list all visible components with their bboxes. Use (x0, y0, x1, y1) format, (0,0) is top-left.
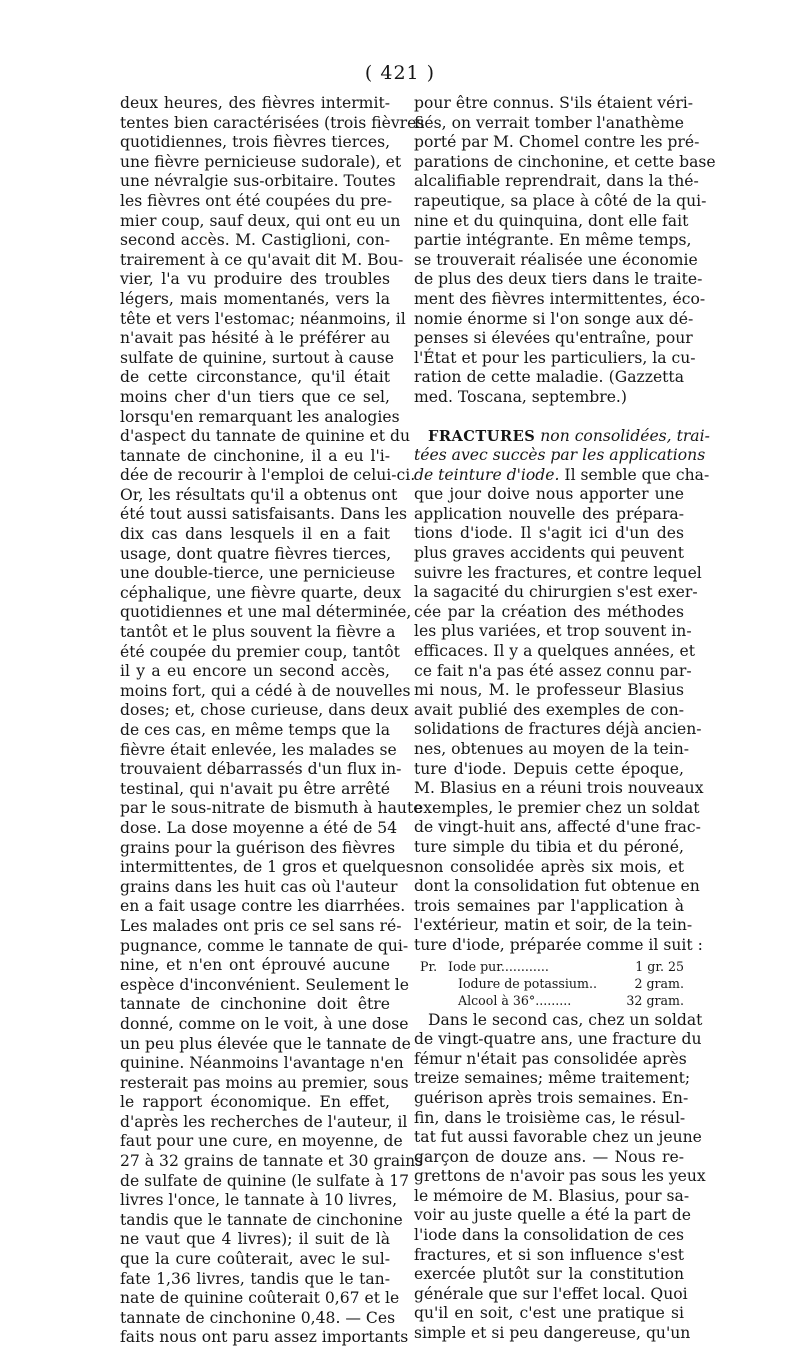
right-column-top-text (414, 94, 716, 408)
text-line: ture d'iode. Depuis cette époque, (414, 759, 684, 778)
text-line: d'après les recherches de l'auteur, il (120, 1112, 408, 1131)
right-column-bottom-text (414, 1010, 706, 1344)
text-line: grains pour la guérison des fièvres (120, 838, 396, 857)
text-line: le mémoire de M. Blasius, pour sa- (414, 1186, 690, 1205)
text-line: second accès. M. Castiglioni, con- (120, 231, 390, 250)
text-line: l'État et pour les particuliers, la cu- (414, 348, 696, 367)
recipe-prefix: Pr. (420, 958, 438, 974)
text-line: nate de quinine coûterait 0,67 et le (120, 1289, 400, 1308)
text-line: dose. La dose moyenne a été de 54 (120, 818, 398, 837)
article-heading-text-3: Il semble que cha- (559, 465, 710, 484)
text-line: grettons de n'avoir pas sous les yeux (414, 1167, 706, 1186)
text-line: moins fort, qui a cédé à de nouvelles (120, 681, 411, 700)
text-line: avait publié des exemples de con- (414, 700, 684, 719)
text-line: alcalifiable reprendrait, dans la thé- (414, 172, 699, 191)
right-column (414, 94, 716, 1344)
text-line: solidations de fractures déjà ancien- (414, 720, 702, 739)
text-line: que la cure coûterait, avec le sul- (120, 1250, 390, 1269)
text-line: les plus variées, et trop souvent in- (414, 622, 692, 641)
text-line: usage, dont quatre fièvres tierces, (120, 544, 392, 563)
text-line: de vingt-quatre ans, une fracture du (414, 1030, 702, 1049)
text-line: efficaces. Il y a quelques années, et (414, 642, 696, 661)
text-line: de sulfate de quinine (le sulfate à 17 (120, 1171, 410, 1190)
text-line: fièvre était enlevée, les malades se (120, 740, 397, 759)
text-line: faits nous ont paru assez importants (120, 1328, 409, 1347)
text-line: deux heures, des fièvres intermit- (120, 94, 390, 112)
text-line: par le sous-nitrate de bismuth à haute (120, 799, 423, 818)
text-line: mi nous, M. le professeur Blasius (414, 681, 684, 700)
text-line: tannate de cinchonine 0,48. — Ces (120, 1308, 396, 1327)
text-line: med. Toscana, septembre.) (414, 387, 627, 406)
text-line: ce fait n'a pas été assez connu par- (414, 661, 692, 680)
text-line: en a fait usage contre les diarrhées. (120, 897, 406, 916)
recipe-quantity: 1 gr. 25 (635, 958, 684, 974)
text-line: moins cher d'un tiers que ce sel, (120, 387, 390, 406)
text-line: fractures, et si son influence s'est (414, 1245, 684, 1264)
text-line: intermittentes, de 1 gros et quelques (120, 858, 414, 877)
text-line: cée par la création des méthodes (414, 602, 684, 621)
text-line: le rapport économique. En effet, (120, 1093, 390, 1112)
text-line: partie intégrante. En même temps, (414, 231, 692, 250)
text-line: Dans le second cas, chez un soldat (428, 1010, 703, 1029)
text-line: espèce d'inconvénient. Seulement le (120, 975, 410, 994)
text-line: n'avait pas hésité à le préférer au (120, 329, 390, 348)
text-line: de vingt-huit ans, affecté d'une frac- (414, 818, 701, 837)
text-line: ture d'iode, préparée comme il suit : (414, 935, 703, 954)
text-line: dix cas dans lesquels il en a fait (120, 525, 390, 544)
text-line: fémur n'était pas consolidée après (414, 1049, 687, 1068)
page-number: ( 421 ) (364, 62, 436, 84)
text-line: rapeutique, sa place à côté de la qui- (414, 191, 707, 210)
recipe-row (420, 992, 684, 1009)
text-line: nes, obtenues au moyen de la tein- (414, 740, 690, 758)
text-line: simple et si peu dangereuse, qu'un (414, 1324, 691, 1343)
text-line: tentes bien caractérisées (trois fièvres (120, 113, 425, 132)
text-line: application nouvelle des prépara- (414, 504, 684, 523)
text-line: dont la consolidation fut obtenue en (414, 877, 700, 896)
text-line: resterait pas moins au premier, sous (120, 1073, 409, 1092)
recipe-block (414, 958, 684, 1009)
text-line: penses si élevées qu'entraîne, pour (414, 329, 693, 348)
text-line: nine, et n'en ont éprouvé aucune (120, 956, 390, 975)
text-line: tat fut aussi favorable chez un jeune (414, 1128, 702, 1147)
text-line: trairement à ce qu'avait dit M. Bou- (120, 250, 404, 269)
text-line: ment des fièvres intermittentes, éco- (414, 289, 706, 308)
text-line: légers, mais momentanés, vers la (120, 289, 390, 308)
article-heading-line-1 (414, 426, 710, 447)
text-line: ration de cette maladie. (Gazzetta (414, 368, 684, 387)
text-line: tannate de cinchonine doit être (120, 995, 390, 1014)
text-line: se trouverait réalisée une économie (414, 250, 698, 269)
text-line: ne vaut que 4 livres); il suit de là (120, 1230, 390, 1249)
text-line: exercée plutôt sur la constitution (414, 1265, 684, 1284)
text-line: livres l'once, le tannate à 10 livres, (120, 1191, 398, 1210)
right-column-middle-text (414, 485, 704, 955)
text-line: un peu plus élevée que le tannate de (120, 1034, 411, 1053)
text-line: ture simple du tibia et du péroné, (414, 837, 684, 856)
text-line: une névralgie sus-orbitaire. Toutes (120, 172, 396, 191)
text-line: les fièvres ont été coupées du pre- (120, 191, 393, 210)
recipe-row (420, 975, 684, 992)
text-line: treize semaines; même traitement; (414, 1069, 691, 1088)
text-line: faut pour une cure, en moyenne, de (120, 1132, 403, 1151)
text-line: fate 1,36 livres, tandis que le tan- (120, 1269, 390, 1288)
text-line: parations de cinchonine, et cette base (414, 152, 716, 171)
article-heading-line-3 (414, 465, 710, 486)
text-line: quinine. Néanmoins l'avantage n'en (120, 1054, 404, 1073)
recipe-ingredient: Iodure de potassium.. (458, 975, 597, 991)
text-line: donné, comme on le voit, à une dose (120, 1014, 409, 1033)
recipe-row (420, 958, 684, 975)
section-gap (414, 408, 684, 427)
text-line: exemples, le premier chez un soldat (414, 798, 700, 817)
text-line: tandis que le tannate de cinchonine (120, 1210, 403, 1229)
text-line: Les malades ont pris ce sel sans ré- (120, 916, 402, 935)
text-line: sulfate de quinine, surtout à cause (120, 348, 394, 367)
article-heading-italic-1: non consolidées, trai- (535, 426, 710, 445)
text-line: vier, l'a vu produire des troubles (120, 270, 390, 289)
text-line: testinal, qui n'avait pu être arrêté (120, 779, 390, 798)
text-line: il y a eu encore un second accès, (120, 662, 390, 681)
recipe-ingredient: Iode pur............ (448, 958, 549, 974)
recipe-quantity: 2 gram. (634, 975, 684, 991)
text-line: de ces cas, en même temps que la (120, 721, 390, 739)
text-line: générale que sur l'effet local. Quoi (414, 1284, 688, 1303)
text-line: tions d'iode. Il s'agit ici d'un des (414, 524, 684, 543)
text-line: lorsqu'en remarquant les analogies (120, 407, 400, 426)
text-line: guérison après trois semaines. En- (414, 1088, 689, 1107)
text-line: doses; et, chose curieuse, dans deux (120, 701, 409, 720)
article-heading-italic-3: de teinture d'iode. (414, 465, 560, 484)
text-line: M. Blasius en a réuni trois nouveaux (414, 779, 704, 798)
text-line: porté par M. Chomel contre les pré- (414, 133, 700, 152)
text-line: été tout aussi satisfaisants. Dans les (120, 505, 408, 524)
text-line: l'extérieur, matin et soir, de la tein- (414, 916, 693, 935)
text-line: céphalique, une fièvre quarte, deux (120, 583, 402, 602)
text-line: la sagacité du chirurgien s'est exer- (414, 583, 698, 602)
text-line: trouvaient débarrassés d'un flux in- (120, 760, 402, 779)
text-line: dée de recourir à l'emploi de celui-ci. (120, 466, 416, 485)
text-line: d'aspect du tannate de quinine et du (120, 427, 411, 446)
text-line: Or, les résultats qu'il a obtenus ont (120, 485, 398, 504)
recipe-quantity: 32 gram. (626, 992, 684, 1008)
text-line: pour être connus. S'ils étaient véri- (414, 94, 694, 112)
article-heading-line-2: tées avec succès par les applications (414, 446, 706, 465)
text-line: qu'il en soit, c'est une pratique si (414, 1304, 684, 1323)
text-line: fiés, on verrait tomber l'anathème (414, 113, 684, 132)
text-line: 27 à 32 grains de tannate et 30 grains (120, 1152, 424, 1171)
text-line: plus graves accidents qui peuvent (414, 544, 684, 563)
text-line: nine et du quinquina, dont elle fait (414, 211, 689, 230)
text-line: nomie énorme si l'on songe aux dé- (414, 309, 694, 328)
text-line: que jour doive nous apporter une (414, 485, 684, 504)
text-line: non consolidée après six mois, et (414, 857, 684, 876)
text-line: quotidiennes, trois fièvres tierces, (120, 133, 391, 152)
text-line: suivre les fractures, et contre lequel (414, 563, 702, 582)
text-line: de plus des deux tiers dans le traite- (414, 270, 703, 289)
text-line: mier coup, sauf deux, qui ont eu un (120, 211, 401, 230)
text-line: de cette circonstance, qu'il était (120, 368, 390, 387)
text-line: fin, dans le troisième cas, le résul- (414, 1108, 686, 1127)
text-line: pugnance, comme le tannate de qui- (120, 936, 409, 955)
text-line: voir au juste quelle a été la part de (414, 1206, 691, 1225)
text-line: quotidiennes et une mal déterminée, (120, 603, 412, 622)
text-line: garçon de douze ans. — Nous re- (414, 1147, 684, 1166)
left-column (120, 94, 425, 1348)
text-line: tannate de cinchonine, il a eu l'i- (120, 446, 390, 465)
text-line: été coupée du premier coup, tantôt (120, 642, 400, 661)
text-line: une fièvre pernicieuse sudorale), et (120, 152, 402, 171)
text-line: tête et vers l'estomac; néanmoins, il (120, 309, 406, 328)
text-line: grains dans les huit cas où l'auteur (120, 877, 398, 896)
text-line: tantôt et le plus souvent la fièvre a (120, 623, 396, 642)
text-line: l'iode dans la consolidation de ces (414, 1226, 684, 1245)
text-line: une double-tierce, une pernicieuse (120, 564, 396, 583)
recipe-ingredient: Alcool à 36°......... (458, 992, 572, 1008)
text-line: trois semaines par l'application à (414, 896, 684, 915)
article-heading-title: FRACTURES (428, 427, 536, 445)
